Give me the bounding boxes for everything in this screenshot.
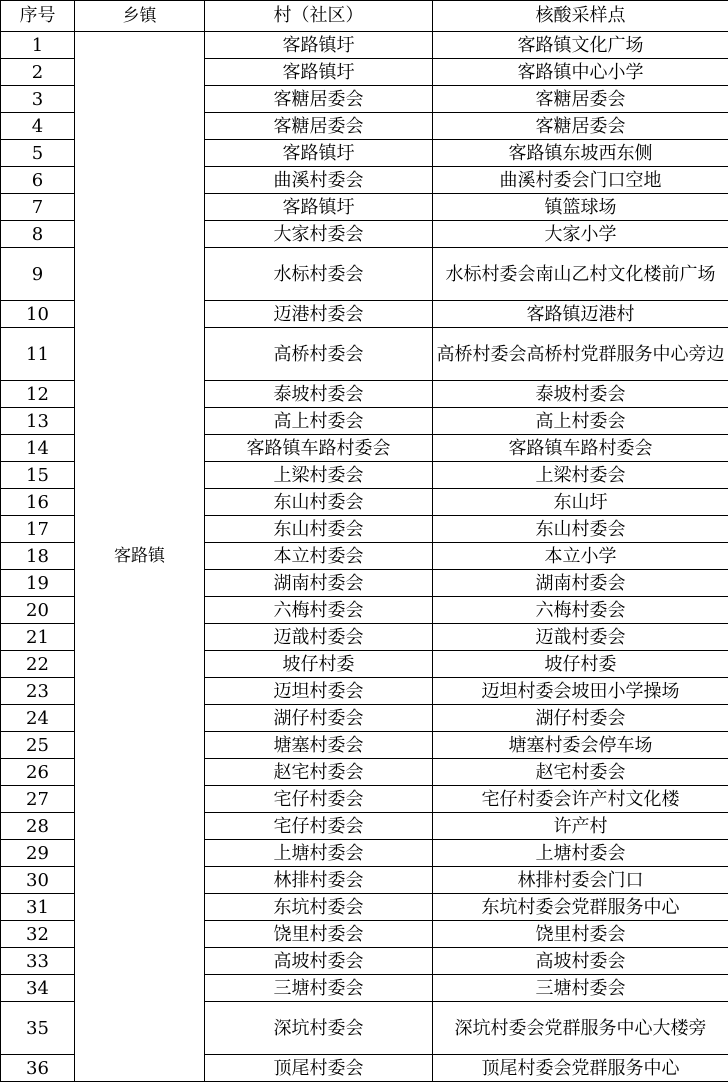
site-cell: 坡仔村委	[433, 651, 728, 678]
village-cell: 高坡村委会	[205, 948, 433, 975]
site-cell: 许产村	[433, 813, 728, 840]
row-number: 10	[1, 301, 75, 328]
row-number: 34	[1, 975, 75, 1002]
village-cell: 迈戠村委会	[205, 624, 433, 651]
site-cell: 迈戠村委会	[433, 624, 728, 651]
village-cell: 客路镇圩	[205, 59, 433, 86]
site-cell: 本立小学	[433, 543, 728, 570]
site-cell: 客路镇车路村委会	[433, 435, 728, 462]
site-cell: 宅仔村委会许产村文化楼	[433, 786, 728, 813]
row-number: 8	[1, 221, 75, 248]
site-cell: 赵宅村委会	[433, 759, 728, 786]
row-number: 25	[1, 732, 75, 759]
site-cell: 东坑村委会党群服务中心	[433, 894, 728, 921]
row-number: 19	[1, 570, 75, 597]
village-cell: 曲溪村委会	[205, 167, 433, 194]
site-cell: 林排村委会门口	[433, 867, 728, 894]
row-number: 20	[1, 597, 75, 624]
village-cell: 东山村委会	[205, 489, 433, 516]
row-number: 35	[1, 1002, 75, 1055]
village-cell: 深坑村委会	[205, 1002, 433, 1055]
village-cell: 客路镇圩	[205, 140, 433, 167]
village-cell: 三塘村委会	[205, 975, 433, 1002]
row-number: 30	[1, 867, 75, 894]
row-number: 1	[1, 32, 75, 59]
row-number: 6	[1, 167, 75, 194]
village-cell: 塘塞村委会	[205, 732, 433, 759]
village-cell: 客糖居委会	[205, 113, 433, 140]
row-number: 9	[1, 248, 75, 301]
site-cell: 迈坦村委会坡田小学操场	[433, 678, 728, 705]
row-number: 2	[1, 59, 75, 86]
village-cell: 客路镇圩	[205, 194, 433, 221]
row-number: 31	[1, 894, 75, 921]
site-cell: 客路镇迈港村	[433, 301, 728, 328]
header-village: 村（社区）	[205, 1, 433, 32]
site-cell: 客路镇东坡西东侧	[433, 140, 728, 167]
village-cell: 东山村委会	[205, 516, 433, 543]
header-town: 乡镇	[75, 1, 205, 32]
site-cell: 塘塞村委会停车场	[433, 732, 728, 759]
row-number: 15	[1, 462, 75, 489]
village-cell: 大家村委会	[205, 221, 433, 248]
site-cell: 高桥村委会高桥村党群服务中心旁边	[433, 328, 728, 381]
site-cell: 东山村委会	[433, 516, 728, 543]
site-cell: 东山圩	[433, 489, 728, 516]
site-cell: 上塘村委会	[433, 840, 728, 867]
site-cell: 泰坡村委会	[433, 381, 728, 408]
village-cell: 湖仔村委会	[205, 705, 433, 732]
village-cell: 宅仔村委会	[205, 786, 433, 813]
row-number: 36	[1, 1055, 75, 1082]
site-cell: 高坡村委会	[433, 948, 728, 975]
village-cell: 高桥村委会	[205, 328, 433, 381]
site-cell: 顶尾村委会党群服务中心	[433, 1055, 728, 1082]
site-cell: 客糖居委会	[433, 113, 728, 140]
row-number: 3	[1, 86, 75, 113]
village-cell: 客路镇车路村委会	[205, 435, 433, 462]
site-cell: 客路镇文化广场	[433, 32, 728, 59]
village-cell: 客糖居委会	[205, 86, 433, 113]
village-cell: 水标村委会	[205, 248, 433, 301]
row-number: 18	[1, 543, 75, 570]
site-cell: 深坑村委会党群服务中心大楼旁	[433, 1002, 728, 1055]
village-cell: 上塘村委会	[205, 840, 433, 867]
site-cell: 水标村委会南山乙村文化楼前广场	[433, 248, 728, 301]
village-cell: 迈坦村委会	[205, 678, 433, 705]
site-cell: 曲溪村委会门口空地	[433, 167, 728, 194]
village-cell: 宅仔村委会	[205, 813, 433, 840]
site-cell: 饶里村委会	[433, 921, 728, 948]
row-number: 17	[1, 516, 75, 543]
row-number: 11	[1, 328, 75, 381]
site-cell: 三塘村委会	[433, 975, 728, 1002]
village-cell: 坡仔村委	[205, 651, 433, 678]
row-number: 4	[1, 113, 75, 140]
village-cell: 迈港村委会	[205, 301, 433, 328]
row-number: 16	[1, 489, 75, 516]
site-cell: 上梁村委会	[433, 462, 728, 489]
row-number: 7	[1, 194, 75, 221]
village-cell: 高上村委会	[205, 408, 433, 435]
row-number: 27	[1, 786, 75, 813]
site-cell: 湖南村委会	[433, 570, 728, 597]
site-cell: 客糖居委会	[433, 86, 728, 113]
site-cell: 大家小学	[433, 221, 728, 248]
town-cell: 客路镇	[75, 32, 205, 1082]
row-number: 28	[1, 813, 75, 840]
row-number: 33	[1, 948, 75, 975]
row-number: 29	[1, 840, 75, 867]
row-number: 12	[1, 381, 75, 408]
row-number: 26	[1, 759, 75, 786]
village-cell: 湖南村委会	[205, 570, 433, 597]
row-number: 32	[1, 921, 75, 948]
village-cell: 泰坡村委会	[205, 381, 433, 408]
row-number: 24	[1, 705, 75, 732]
header-site: 核酸采样点	[433, 1, 728, 32]
row-number: 14	[1, 435, 75, 462]
header-row	[1, 1, 728, 32]
table-body	[1, 32, 728, 1082]
row-number: 5	[1, 140, 75, 167]
table-row	[1, 32, 728, 59]
site-cell: 六梅村委会	[433, 597, 728, 624]
row-number: 23	[1, 678, 75, 705]
village-cell: 上梁村委会	[205, 462, 433, 489]
village-cell: 东坑村委会	[205, 894, 433, 921]
village-cell: 六梅村委会	[205, 597, 433, 624]
village-cell: 本立村委会	[205, 543, 433, 570]
village-cell: 客路镇圩	[205, 32, 433, 59]
village-cell: 林排村委会	[205, 867, 433, 894]
site-cell: 湖仔村委会	[433, 705, 728, 732]
row-number: 21	[1, 624, 75, 651]
row-number: 13	[1, 408, 75, 435]
village-cell: 赵宅村委会	[205, 759, 433, 786]
village-cell: 饶里村委会	[205, 921, 433, 948]
header-no: 序号	[1, 1, 75, 32]
village-cell: 顶尾村委会	[205, 1055, 433, 1082]
row-number: 22	[1, 651, 75, 678]
site-cell: 客路镇中心小学	[433, 59, 728, 86]
site-cell: 高上村委会	[433, 408, 728, 435]
site-cell: 镇篮球场	[433, 194, 728, 221]
